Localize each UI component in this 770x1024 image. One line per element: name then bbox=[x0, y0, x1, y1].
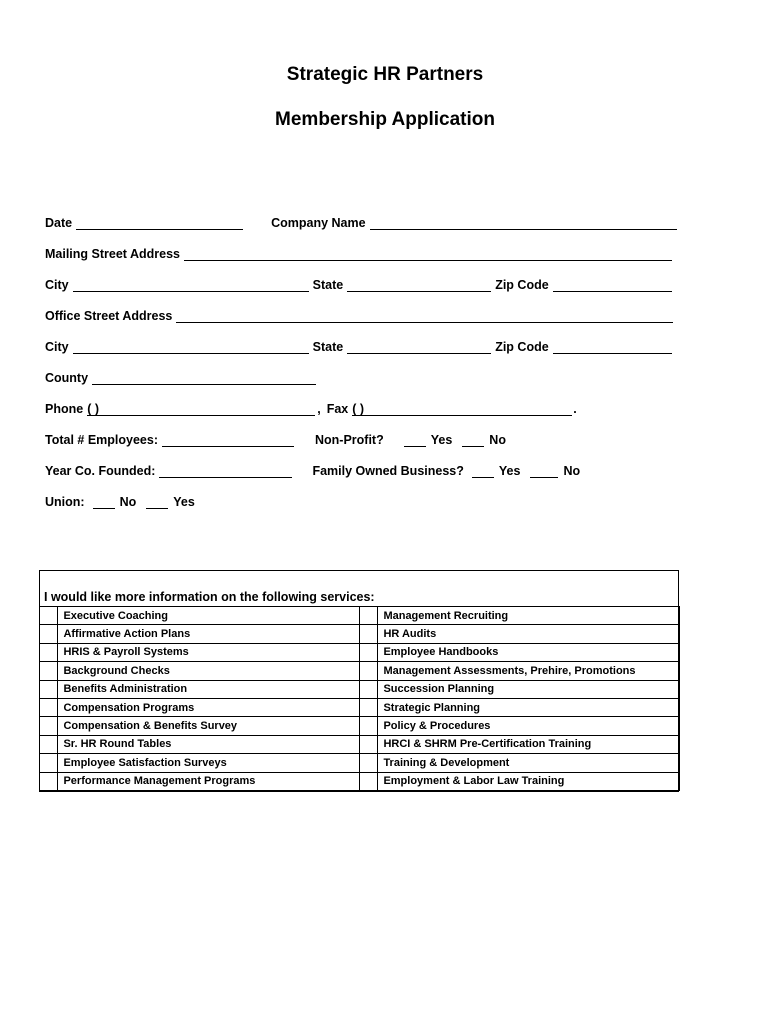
service-checkbox[interactable] bbox=[359, 772, 377, 790]
office-city-row bbox=[45, 336, 672, 354]
service-name: Succession Planning bbox=[378, 680, 680, 698]
service-name: Executive Coaching bbox=[58, 607, 360, 625]
service-name: Background Checks bbox=[58, 662, 360, 680]
fax-field[interactable] bbox=[352, 403, 572, 416]
service-checkbox[interactable] bbox=[359, 680, 377, 698]
union-label: Union: bbox=[45, 495, 85, 509]
family-owned-no-check[interactable] bbox=[530, 465, 558, 478]
total-employees-field[interactable] bbox=[162, 434, 294, 447]
service-checkbox[interactable] bbox=[359, 607, 377, 625]
family-owned-label: Family Owned Business? bbox=[312, 464, 464, 478]
year-founded-field[interactable] bbox=[159, 465, 292, 478]
non-profit-no-label: No bbox=[489, 433, 506, 447]
mailing-zip-field[interactable] bbox=[553, 279, 672, 292]
table-row bbox=[40, 625, 680, 643]
service-name: Sr. HR Round Tables bbox=[58, 735, 360, 753]
date-row bbox=[45, 212, 677, 230]
union-no-label: No bbox=[119, 495, 137, 509]
zip-label-2: Zip Code bbox=[495, 340, 549, 354]
service-checkbox[interactable] bbox=[40, 735, 58, 753]
service-name: Benefits Administration bbox=[58, 680, 360, 698]
services-heading: I would like more information on the following services: bbox=[44, 590, 375, 604]
office-state-field[interactable] bbox=[347, 341, 491, 354]
table-row bbox=[40, 680, 680, 698]
table-row bbox=[40, 772, 680, 790]
county-field[interactable] bbox=[92, 372, 316, 385]
union-no-check[interactable] bbox=[93, 496, 115, 509]
non-profit-no-check[interactable] bbox=[462, 434, 484, 447]
county-label: County bbox=[45, 371, 89, 385]
city-label: City bbox=[45, 278, 69, 292]
mailing-city-row bbox=[45, 274, 672, 292]
service-name: Management Recruiting bbox=[378, 607, 680, 625]
office-street-field[interactable] bbox=[176, 310, 673, 323]
mailing-street-field[interactable] bbox=[184, 248, 672, 261]
services-table bbox=[39, 606, 680, 791]
service-checkbox[interactable] bbox=[40, 607, 58, 625]
office-address-row bbox=[45, 305, 673, 323]
service-checkbox[interactable] bbox=[359, 735, 377, 753]
service-checkbox[interactable] bbox=[40, 662, 58, 680]
union-yes-check[interactable] bbox=[146, 496, 168, 509]
service-checkbox[interactable] bbox=[359, 643, 377, 661]
service-name: Affirmative Action Plans bbox=[58, 625, 360, 643]
mailing-state-field[interactable] bbox=[347, 279, 491, 292]
mailing-city-field[interactable] bbox=[73, 279, 309, 292]
service-name: HRIS & Payroll Systems bbox=[58, 643, 360, 661]
service-name: Strategic Planning bbox=[378, 698, 680, 716]
employees-row bbox=[45, 429, 516, 447]
table-row bbox=[40, 643, 680, 661]
non-profit-label: Non-Profit? bbox=[315, 433, 384, 447]
family-owned-no-label: No bbox=[563, 464, 581, 478]
service-checkbox[interactable] bbox=[359, 717, 377, 735]
company-name-field[interactable] bbox=[370, 217, 677, 230]
non-profit-yes-label: Yes bbox=[430, 433, 453, 447]
service-name: HRCI & SHRM Pre-Certification Training bbox=[378, 735, 680, 753]
city-label-2: City bbox=[45, 340, 69, 354]
mailing-street-label: Mailing Street Address bbox=[45, 247, 180, 261]
service-name: Management Assessments, Prehire, Promotions bbox=[378, 662, 680, 680]
table-row bbox=[40, 698, 680, 716]
date-label: Date bbox=[45, 216, 73, 230]
zip-label: Zip Code bbox=[495, 278, 549, 292]
phone-area-code: ( ) bbox=[87, 402, 100, 416]
company-name-label: Company Name bbox=[271, 216, 366, 230]
service-checkbox[interactable] bbox=[359, 662, 377, 680]
service-name: Employee Handbooks bbox=[378, 643, 680, 661]
form-title: Membership Application bbox=[275, 109, 495, 130]
service-checkbox[interactable] bbox=[40, 680, 58, 698]
mailing-address-row bbox=[45, 243, 672, 261]
service-checkbox[interactable] bbox=[40, 643, 58, 661]
service-name: HR Audits bbox=[378, 625, 680, 643]
office-zip-field[interactable] bbox=[553, 341, 672, 354]
service-checkbox[interactable] bbox=[359, 698, 377, 716]
office-street-label: Office Street Address bbox=[45, 309, 173, 323]
state-label-2: State bbox=[312, 340, 344, 354]
year-founded-label: Year Co. Founded: bbox=[45, 464, 156, 478]
fax-area-code: ( ) bbox=[352, 402, 365, 416]
table-row bbox=[40, 717, 680, 735]
family-owned-yes-check[interactable] bbox=[472, 465, 494, 478]
service-name: Training & Development bbox=[378, 754, 680, 772]
non-profit-yes-check[interactable] bbox=[404, 434, 426, 447]
service-name: Compensation & Benefits Survey bbox=[58, 717, 360, 735]
table-row bbox=[40, 607, 680, 625]
org-title: Strategic HR Partners bbox=[286, 64, 484, 85]
service-name: Compensation Programs bbox=[58, 698, 360, 716]
service-name: Policy & Procedures bbox=[378, 717, 680, 735]
table-row bbox=[40, 735, 680, 753]
service-checkbox[interactable] bbox=[40, 772, 58, 790]
service-checkbox[interactable] bbox=[40, 717, 58, 735]
total-employees-label: Total # Employees: bbox=[45, 433, 158, 447]
year-founded-row bbox=[45, 460, 590, 478]
service-name: Employment & Labor Law Training bbox=[378, 772, 680, 790]
family-owned-yes-label: Yes bbox=[498, 464, 521, 478]
service-checkbox[interactable] bbox=[40, 698, 58, 716]
state-label: State bbox=[312, 278, 344, 292]
union-yes-label: Yes bbox=[173, 495, 195, 509]
phone-field[interactable] bbox=[87, 403, 315, 416]
office-city-field[interactable] bbox=[73, 341, 309, 354]
service-name: Performance Management Programs bbox=[58, 772, 360, 790]
table-row bbox=[40, 662, 680, 680]
phone-label: Phone bbox=[45, 402, 84, 416]
service-name: Employee Satisfaction Surveys bbox=[58, 754, 360, 772]
table-row bbox=[40, 754, 680, 772]
union-row bbox=[45, 491, 205, 509]
county-row bbox=[45, 367, 316, 385]
service-checkbox[interactable] bbox=[359, 754, 377, 772]
service-checkbox[interactable] bbox=[40, 625, 58, 643]
fax-label: Fax bbox=[326, 402, 349, 416]
date-field[interactable] bbox=[76, 217, 243, 230]
phone-fax-row: Phone ( ) , Fax ( ) . bbox=[45, 402, 577, 416]
service-checkbox[interactable] bbox=[40, 754, 58, 772]
service-checkbox[interactable] bbox=[359, 625, 377, 643]
